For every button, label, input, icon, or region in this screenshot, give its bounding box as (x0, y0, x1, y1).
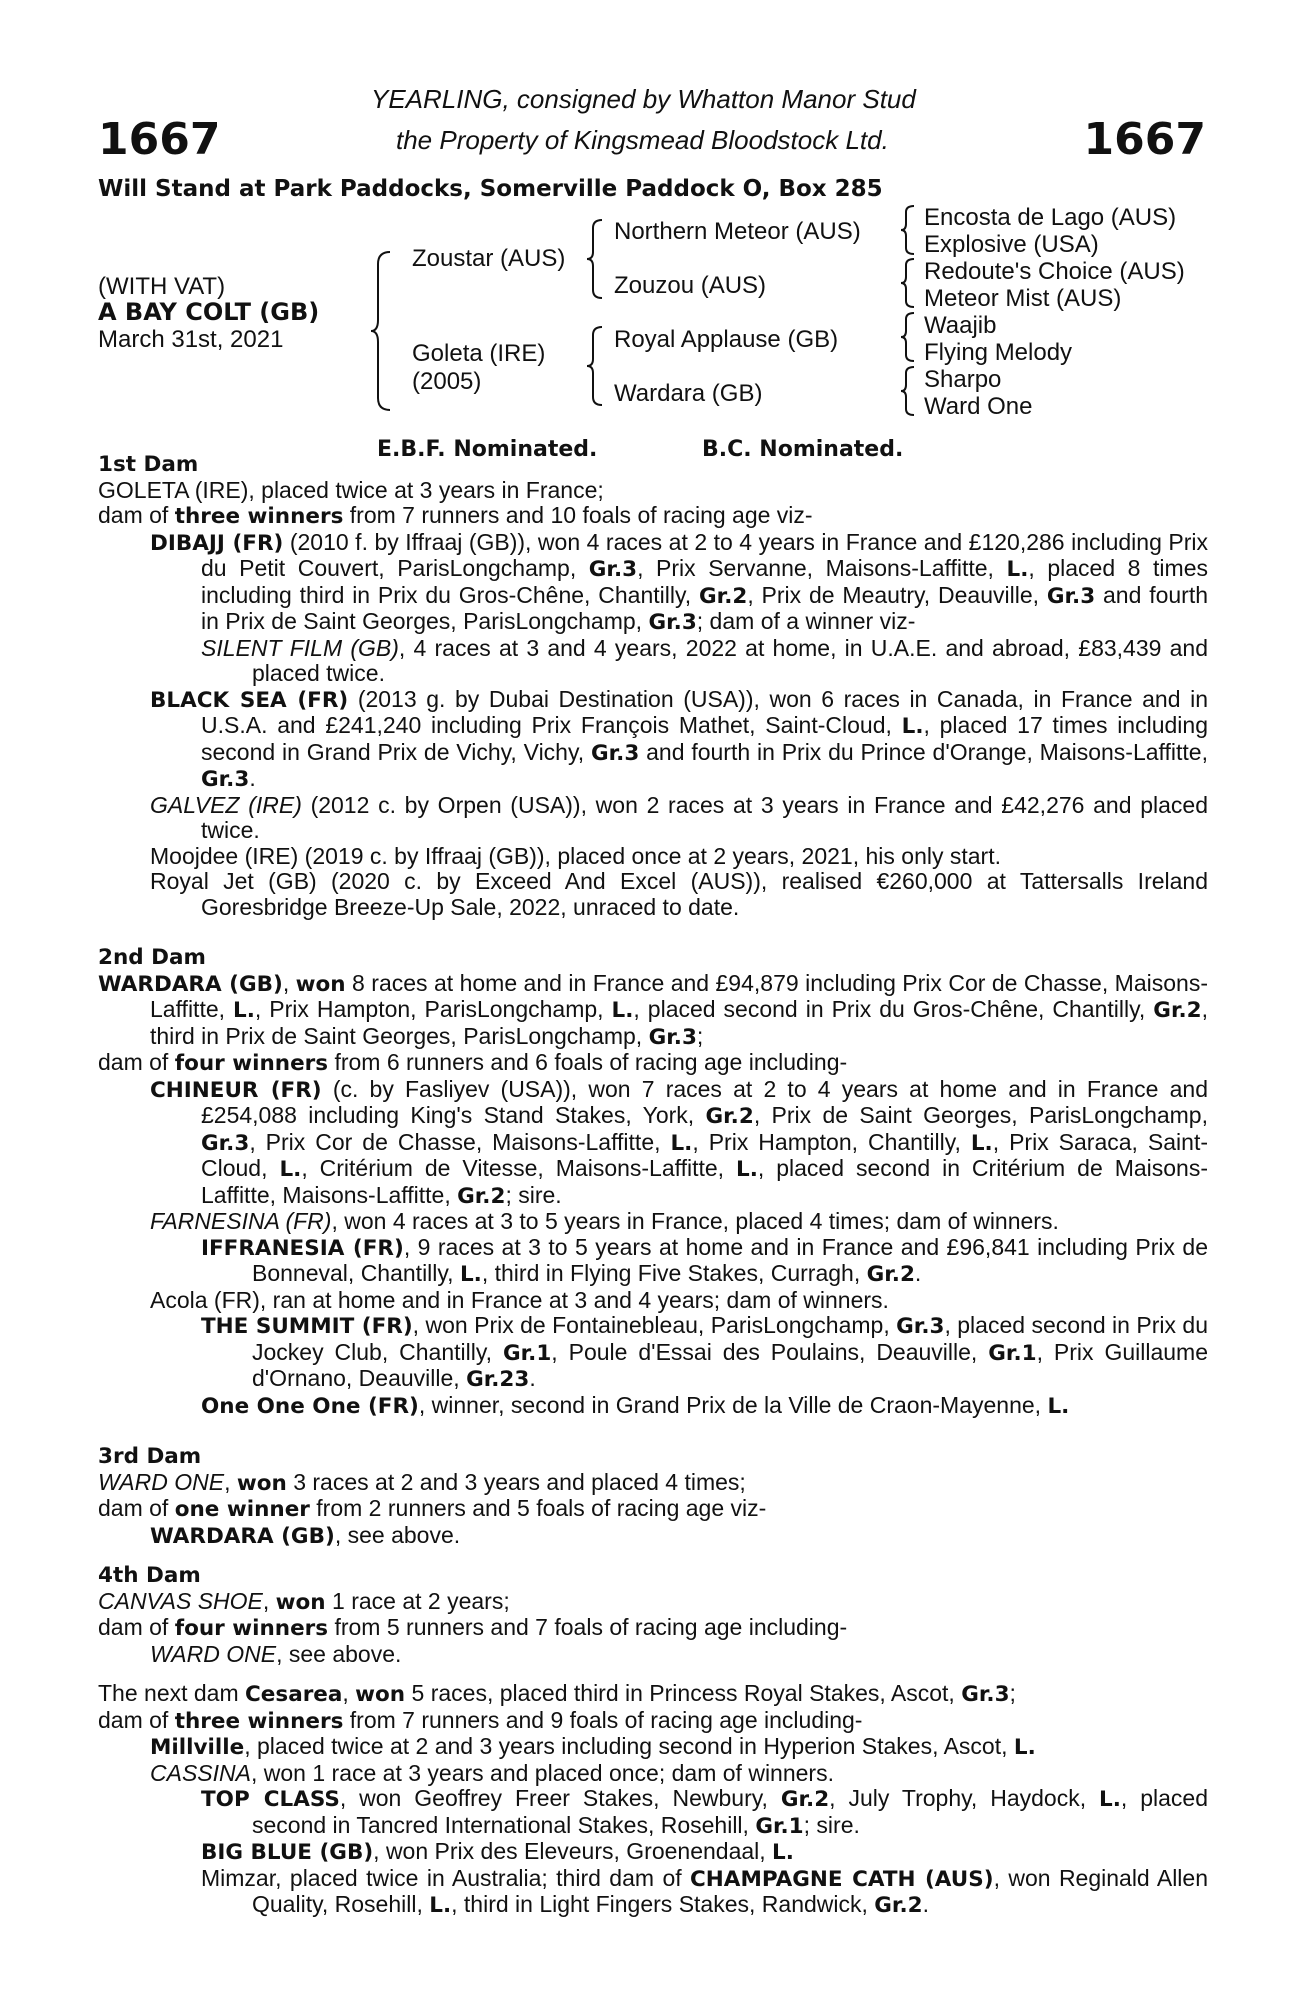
section-heading: 3rd Dam (98, 1444, 202, 1469)
vat-note: (WITH VAT) (98, 273, 226, 300)
pedigree-brace-g3 (900, 311, 916, 363)
ancestor-g1: Encosta de Lago (AUS) (924, 204, 1177, 231)
paragraph: The next dam Cesarea, won 5 races, placed third in Princess Royal Stakes, Ascot, Gr.3; (98, 1680, 1016, 1707)
sire: Zoustar (AUS) (412, 245, 566, 272)
produce-record (98, 452, 1208, 1919)
paragraph: SILENT FILM (GB), 4 races at 3 and 4 years, 2022 at home, in U.A.E. and abroad, £83,439 and placed twice. (201, 634, 1208, 686)
ancestor-g4: Meteor Mist (AUS) (924, 285, 1122, 312)
pedigree-brace-g4 (900, 365, 916, 417)
paragraph: TOP CLASS, won Geoffrey Freer Stakes, Newbury, Gr.2, July Trophy, Haydock, L., placed second in Tancred International Stakes, Rosehill, Gr.1; sire. (201, 1785, 1208, 1839)
section-heading: 4th Dam (98, 1563, 201, 1588)
paragraph: dam of four winners from 6 runners and 6 foals of racing age including- (98, 1049, 848, 1076)
pedigree-brace-g2 (900, 257, 916, 309)
ancestor-g6: Flying Melody (924, 339, 1073, 366)
sire-dam: Zouzou (AUS) (614, 272, 767, 299)
stand-location: Will Stand at Park Paddocks, Somerville Paddock O, Box 285 (98, 176, 883, 202)
ancestor-g3: Redoute's Choice (AUS) (924, 258, 1185, 285)
lot-number-left: 1667 (98, 114, 221, 165)
horse-name: A BAY COLT (GB) (98, 298, 320, 326)
consignor-line: YEARLING, consigned by Whatton Manor Stud (371, 84, 916, 114)
pedigree-brace-main (370, 250, 392, 412)
paragraph: WARDARA (GB), see above. (150, 1521, 461, 1549)
paragraph: Mimzar, placed twice in Australia; third dam of CHAMPAGNE CATH (AUS), won Reginald Allen Quality, Rosehill, L., third in Light Fingers Stakes, Randwick, Gr.2. (201, 1864, 1208, 1918)
paragraph: Millville, placed twice at 2 and 3 years including second in Hyperion Stakes, Ascot, L. (150, 1733, 1036, 1760)
paragraph: dam of three winners from 7 runners and 10 foals of racing age viz- (98, 502, 813, 529)
paragraph: WARDARA (GB), won 8 races at home and in France and £94,879 including Prix Cor de Chasse, Maisons-Laffitte, L., Prix Hampton, ParisLongchamp, L., placed second in Prix du Gros-Chêne, Chantilly, Gr.2, third in Prix de Saint Georges, ParisLongchamp, Gr.3; (98, 969, 1208, 1050)
paragraph: dam of three winners from 7 runners and 9 foals of racing age including- (98, 1706, 863, 1734)
paragraph: CHINEUR (FR) (c. by Fasliyev (USA)), won 7 races at 2 to 4 years at home and in France and £254,088 including King's Stand Stakes, York, Gr.2, Prix de Saint Georges, ParisLongchamp, Gr.3, Prix Cor de Chasse, Maisons-Laffitte, L., Prix Hampton, Chantilly, L., Prix Saraca, Saint-Cloud, L., Critérium de Vitesse, Maisons-Laffitte, L., placed second in Critérium de Maisons-Laffitte, Maisons-Laffitte, Gr.2; sire. (150, 1075, 1208, 1209)
paragraph: GOLETA (IRE), placed twice at 3 years in France; (98, 476, 604, 503)
paragraph: dam of four winners from 5 runners and 7 foals of racing age including- (98, 1614, 848, 1641)
paragraph: CANVAS SHOE, won 1 race at 2 years; (98, 1587, 510, 1615)
dam-sire: Royal Applause (GB) (614, 326, 839, 353)
paragraph: FARNESINA (FR), won 4 races at 3 to 5 years in France, placed 4 times; dam of winners. (150, 1208, 1059, 1234)
pedigree-brace-g1 (900, 204, 916, 256)
paragraph: dam of one winner from 2 runners and 5 foals of racing age viz- (98, 1495, 767, 1522)
paragraph: GALVEZ (IRE) (2012 c. by Orpen (USA)), won 2 races at 3 years in France and £42,276 and placed twice. (150, 791, 1208, 843)
paragraph: Acola (FR), ran at home and in France at 3 and 4 years; dam of winners. (150, 1286, 889, 1313)
sire-sire: Northern Meteor (AUS) (614, 218, 861, 245)
paragraph: THE SUMMIT (FR), won Prix de Fontainebleau, ParisLongchamp, Gr.3, placed second in Prix du Jockey Club, Chantilly, Gr.1, Poule d'Essai des Poulains, Deauville, Gr.1, Prix Guillaume d'Ornano, Deauville, Gr.23. (201, 1312, 1208, 1392)
paragraph: Royal Jet (GB) (2020 c. by Exceed And Excel (AUS)), realised €260,000 at Tattersalls Ireland Goresbridge Breeze-Up Sale, 2022, unraced to date. (150, 868, 1208, 920)
ancestor-g8: Ward One (924, 393, 1033, 420)
dam-dam: Wardara (GB) (614, 380, 763, 407)
paragraph: BIG BLUE (GB), won Prix des Eleveurs, Groenendaal, L. (201, 1838, 794, 1865)
paragraph: WARD ONE, won 3 races at 2 and 3 years and placed 4 times; (98, 1468, 746, 1496)
horse-dob: March 31st, 2021 (98, 326, 284, 353)
section-heading: 1st Dam (98, 452, 199, 477)
dam-year: (2005) (412, 368, 482, 395)
paragraph: WARD ONE, see above. (150, 1640, 402, 1667)
property-line: the Property of Kingsmead Bloodstock Ltd. (396, 125, 889, 155)
ebf-nomination: E.B.F. Nominated. (377, 437, 598, 462)
ancestor-g5: Waajib (924, 312, 997, 339)
paragraph: CASSINA, won 1 race at 3 years and placed once; dam of winners. (150, 1759, 834, 1786)
pedigree-brace-dam (586, 325, 604, 407)
paragraph: One One One (FR), winner, second in Grand Prix de la Ville de Craon-Mayenne, L. (201, 1391, 1070, 1419)
paragraph: DIBAJJ (FR) (2010 f. by Iffraaj (GB)), won 4 races at 2 to 4 years in France and £120,286 including Prix du Petit Couvert, ParisLongchamp, Gr.3, Prix Servanne, Maisons-Laffitte, L., placed 8 times including third in Prix du Gros-Chêne, Chantilly, Gr.2, Prix de Meautry, Deauville, Gr.3 and fourth in Prix de Saint Georges, ParisLongchamp, Gr.3; dam of a winner viz- (150, 528, 1209, 635)
pedigree-brace-sire (586, 218, 604, 300)
ancestor-g7: Sharpo (924, 366, 1002, 393)
paragraph: IFFRANESIA (FR), 9 races at 3 to 5 years at home and in France and £96,841 including Prix de Bonneval, Chantilly, L., third in Flying Five Stakes, Curragh, Gr.2. (201, 1233, 1208, 1287)
section-heading: 2nd Dam (98, 945, 206, 970)
dam: Goleta (IRE) (412, 340, 546, 367)
paragraph: Moojdee (IRE) (2019 c. by Iffraaj (GB)), placed once at 2 years, 2021, his only start. (150, 842, 1001, 869)
paragraph: BLACK SEA (FR) (2013 g. by Dubai Destination (USA)), won 6 races in Canada, in France and in U.S.A. and £241,240 including Prix François Mathet, Saint-Cloud, L., placed 17 times including second in Grand Prix de Vichy, Vichy, Gr.3 and fourth in Prix du Prince d'Orange, Maisons-Laffitte, Gr.3. (150, 685, 1208, 792)
ancestor-g2: Explosive (USA) (924, 231, 1099, 258)
lot-number-right: 1667 (1083, 114, 1206, 165)
bc-nomination: B.C. Nominated. (702, 437, 904, 462)
